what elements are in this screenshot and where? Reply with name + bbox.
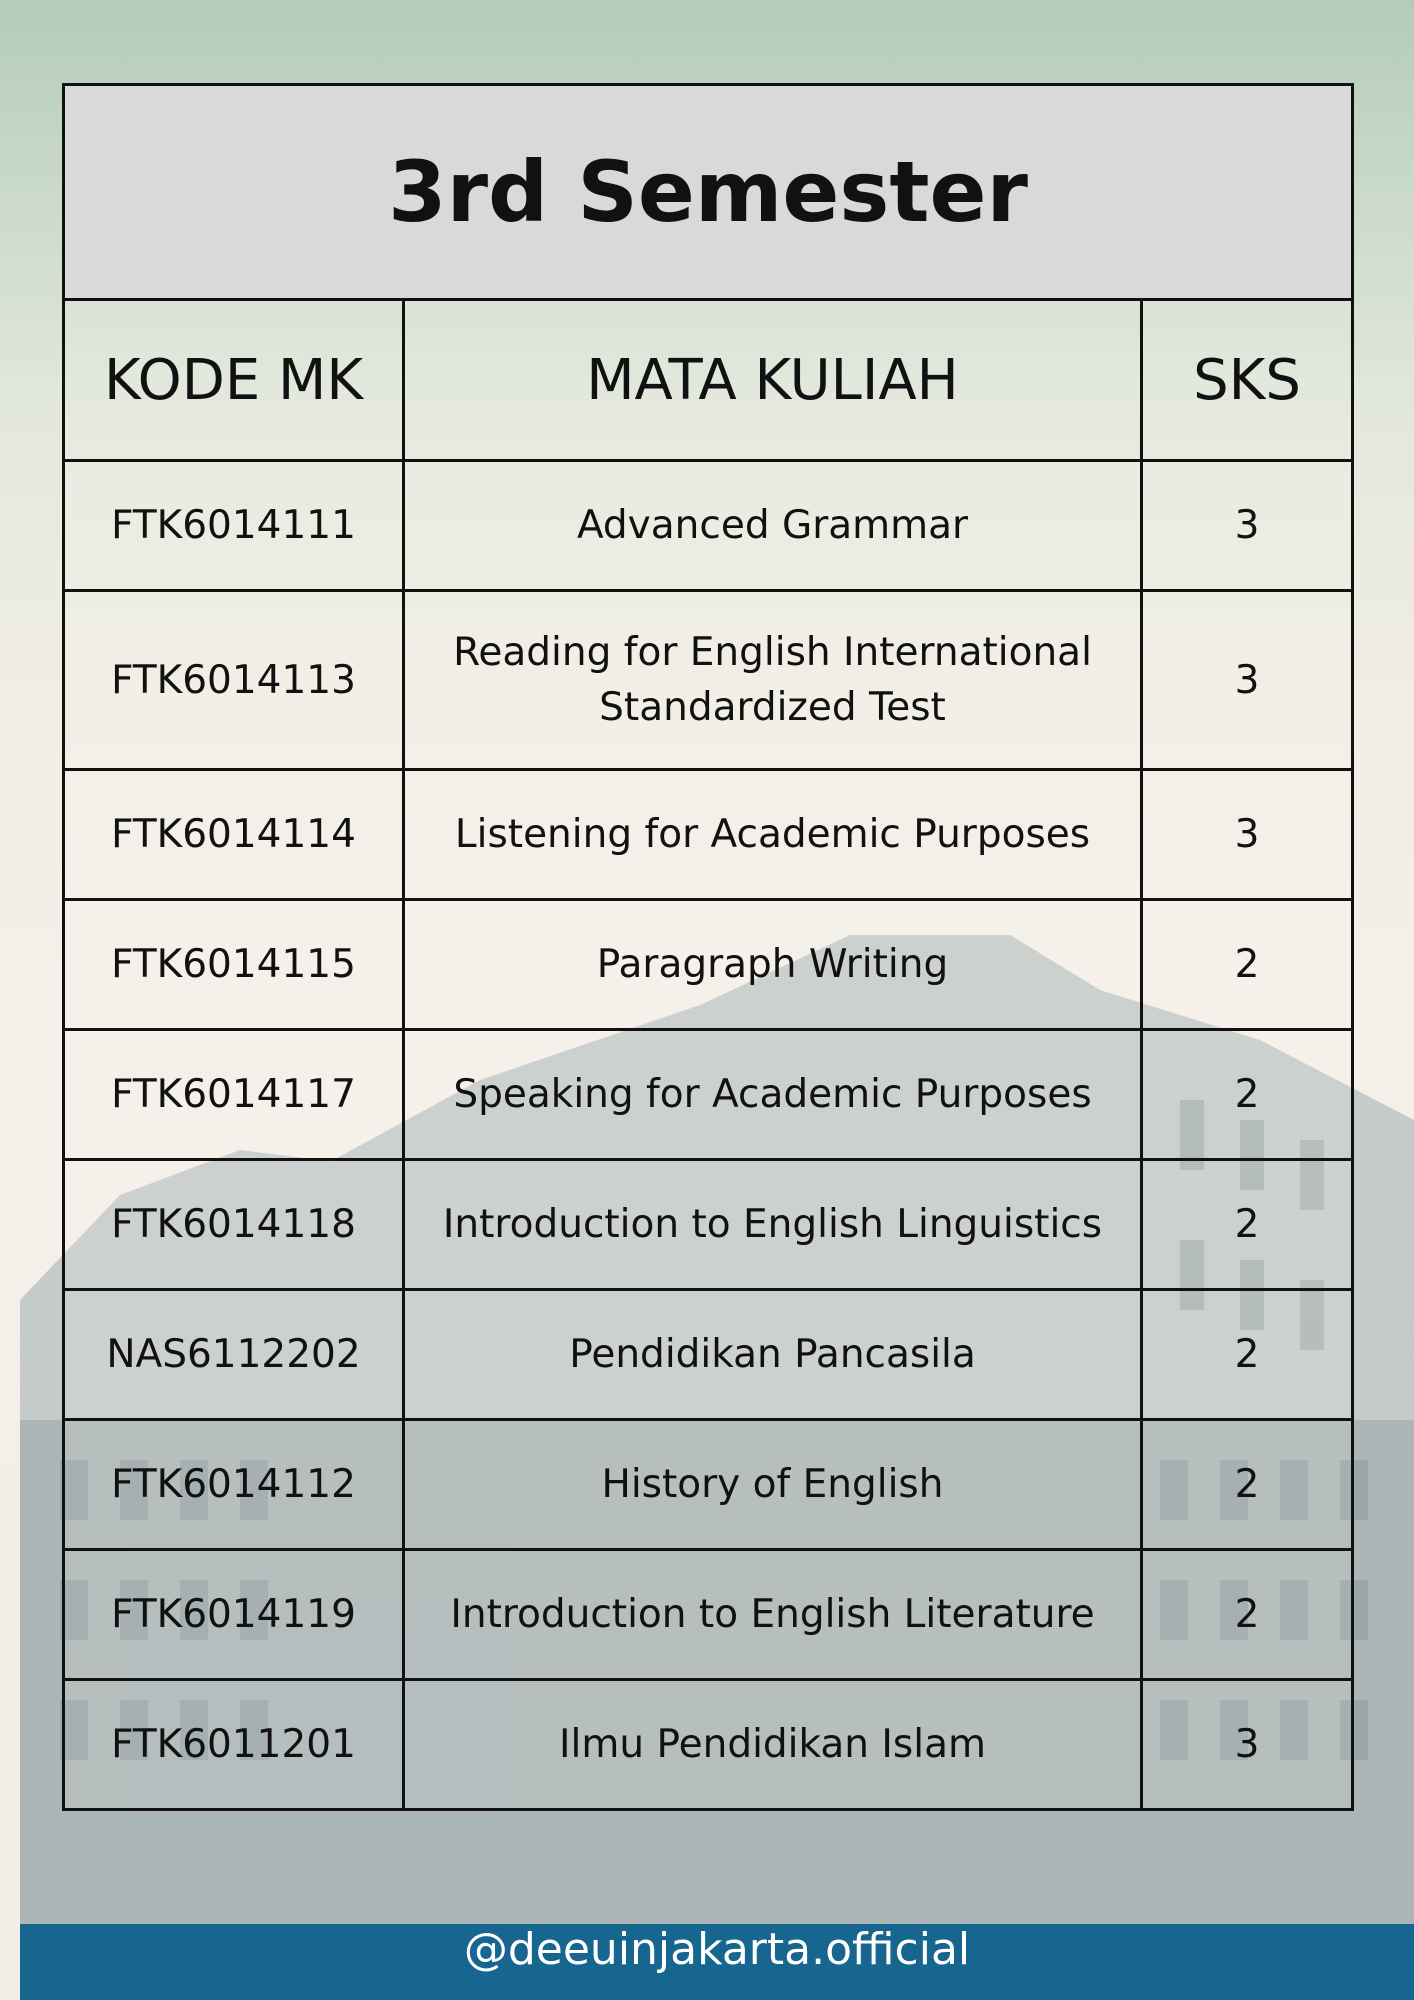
course-name: Speaking for Academic Purposes (404, 1030, 1142, 1160)
course-name: History of English (404, 1420, 1142, 1550)
table-row (64, 1550, 1353, 1680)
course-credits: 3 (1142, 1680, 1353, 1810)
table-row (64, 1030, 1353, 1160)
semester-title: 3rd Semester (64, 85, 1353, 300)
course-name: Advanced Grammar (404, 461, 1142, 591)
course-credits: 2 (1142, 1550, 1353, 1680)
course-name: Ilmu Pendidikan Islam (404, 1680, 1142, 1810)
table-row (64, 1290, 1353, 1420)
table-row (64, 1680, 1353, 1810)
course-code: FTK6014119 (64, 1550, 404, 1680)
header-sks: SKS (1142, 300, 1353, 461)
course-code: FTK6014115 (64, 900, 404, 1030)
course-credits: 2 (1142, 900, 1353, 1030)
course-credits: 2 (1142, 1160, 1353, 1290)
table-row (64, 461, 1353, 591)
course-credits: 3 (1142, 591, 1353, 770)
course-name: Reading for English International Standardized Test (404, 591, 1142, 770)
table-row (64, 900, 1353, 1030)
course-credits: 2 (1142, 1420, 1353, 1550)
course-code: NAS6112202 (64, 1290, 404, 1420)
header-kode-mk: KODE MK (64, 300, 404, 461)
course-credits: 3 (1142, 461, 1353, 591)
course-credits: 2 (1142, 1290, 1353, 1420)
course-code: FTK6014114 (64, 770, 404, 900)
header-mata-kuliah: MATA KULIAH (404, 300, 1142, 461)
course-credits: 2 (1142, 1030, 1353, 1160)
course-code: FTK6014112 (64, 1420, 404, 1550)
course-credits: 3 (1142, 770, 1353, 900)
table-row (64, 591, 1353, 770)
footer-bar (20, 1924, 1414, 2000)
social-handle: @deeuinjakarta.official (463, 1924, 971, 1975)
course-name: Listening for Academic Purposes (404, 770, 1142, 900)
course-code: FTK6014113 (64, 591, 404, 770)
table-row (64, 1160, 1353, 1290)
course-name: Pendidikan Pancasila (404, 1290, 1142, 1420)
course-table (62, 83, 1354, 1811)
table-row (64, 1420, 1353, 1550)
course-name: Introduction to English Linguistics (404, 1160, 1142, 1290)
course-code: FTK6014111 (64, 461, 404, 591)
course-code: FTK6011201 (64, 1680, 404, 1810)
course-code: FTK6014118 (64, 1160, 404, 1290)
course-code: FTK6014117 (64, 1030, 404, 1160)
course-name: Paragraph Writing (404, 900, 1142, 1030)
table-header-row (64, 300, 1353, 461)
table-row (64, 770, 1353, 900)
course-name: Introduction to English Literature (404, 1550, 1142, 1680)
